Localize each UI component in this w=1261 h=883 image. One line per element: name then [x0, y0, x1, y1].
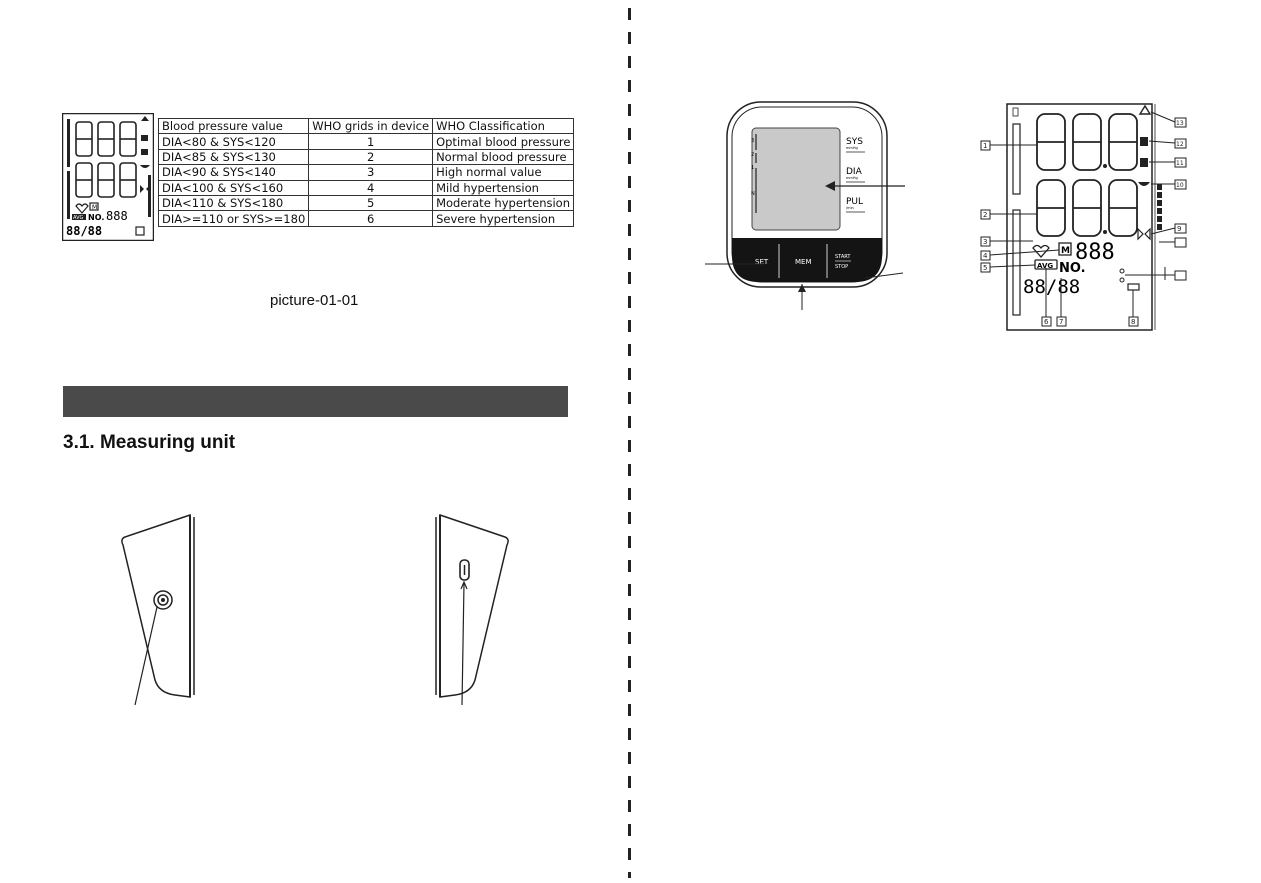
table-row — [159, 195, 574, 210]
lcd-thumb-no: NO. — [88, 213, 105, 222]
dia-unit: mmHg — [846, 176, 858, 180]
table-cell: Optimal blood pressure — [433, 134, 574, 149]
table-header: Blood pressure value — [159, 119, 309, 134]
table-cell: 1 — [309, 134, 433, 149]
table-row — [159, 211, 574, 226]
lcd-diagram — [975, 100, 1200, 340]
lcd-memory-indicator: M — [1061, 246, 1070, 256]
lock-icon — [1140, 137, 1148, 146]
lcd-thumb-date: 88/88 — [66, 224, 103, 238]
table-cell: Moderate hypertension — [433, 195, 574, 210]
table-row — [159, 134, 574, 149]
table-cell: DIA<80 & SYS<120 — [159, 134, 309, 149]
table-cell: DIA<100 & SYS<160 — [159, 180, 309, 195]
svg-text:13: 13 — [1176, 120, 1184, 127]
svg-text:8: 8 — [1131, 318, 1136, 326]
lcd-no-label: NO. — [1059, 261, 1086, 276]
who-bar-left-2 — [67, 171, 70, 219]
lcd-thumb-avg: AVG — [73, 215, 84, 221]
sys-label: SYS — [846, 137, 863, 147]
set-button[interactable]: SET — [755, 258, 769, 266]
who-bar-left-1 — [67, 119, 70, 167]
lcd-thumb-mem-digits: 888 — [106, 209, 128, 223]
table-cell: High normal value — [433, 165, 574, 180]
svg-text:12: 12 — [1176, 141, 1184, 148]
svg-text:6: 6 — [1044, 318, 1049, 326]
alarm-icon — [1140, 106, 1150, 114]
pul-label: PUL — [846, 197, 864, 207]
table-cell: Mild hypertension — [433, 180, 574, 195]
svg-text:3: 3 — [983, 238, 988, 246]
lcd-avg-label: AVG — [1037, 262, 1054, 270]
svg-text:2: 2 — [751, 152, 755, 158]
svg-text:10: 10 — [1176, 182, 1184, 189]
table-row — [159, 180, 574, 195]
svg-text:9: 9 — [1177, 225, 1182, 233]
start-button[interactable]: START — [835, 254, 851, 260]
table-cell: DIA<90 & SYS<140 — [159, 165, 309, 180]
svg-text:7: 7 — [1059, 318, 1064, 326]
section-heading: 3.1. Measuring unit — [63, 432, 236, 453]
who-bar-1 — [1013, 124, 1020, 194]
table-cell: DIA<110 & SYS<180 — [159, 195, 309, 210]
table-cell: 6 — [309, 211, 433, 226]
cuff-icon — [1138, 182, 1150, 186]
sys-unit: mmHg — [846, 146, 858, 150]
svg-text:5: 5 — [983, 264, 988, 272]
table-cell: DIA<85 & SYS<130 — [159, 149, 309, 164]
mem-button[interactable]: MEM — [795, 258, 812, 266]
svg-text:11: 11 — [1176, 160, 1184, 167]
device-front-view — [705, 98, 910, 310]
svg-text:N: N — [751, 191, 755, 197]
jack-pointer — [135, 607, 157, 705]
section-header-bar — [63, 386, 568, 417]
who-bar-2 — [1013, 210, 1020, 315]
svg-text:1: 1 — [983, 142, 988, 150]
table-row — [159, 149, 574, 164]
lcd-screen — [752, 128, 840, 230]
unlock-icon — [1140, 158, 1148, 167]
unit-side-view-right — [420, 505, 530, 720]
who-classification-table — [158, 118, 574, 227]
table-row — [159, 165, 574, 180]
dia-label: DIA — [846, 167, 862, 177]
table-cell: 3 — [309, 165, 433, 180]
battery-icon — [1128, 284, 1139, 290]
heart-icon — [76, 204, 88, 213]
table-cell: Normal blood pressure — [433, 149, 574, 164]
svg-text:3: 3 — [751, 138, 755, 144]
stop-button[interactable]: STOP — [835, 264, 849, 270]
unit-side-view-left — [105, 505, 215, 720]
usb-pointer — [462, 583, 464, 705]
figure-caption: picture-01-01 — [270, 292, 359, 309]
table-cell: 2 — [309, 149, 433, 164]
table-header: WHO Classification — [433, 119, 574, 134]
lcd-mem-digits: 888 — [1075, 240, 1115, 265]
lcd-thumb-memory: M — [92, 204, 98, 211]
table-cell: DIA>=110 or SYS>=180 — [159, 211, 309, 226]
pul-unit: /min — [846, 206, 854, 210]
table-header: WHO grids in device — [309, 119, 433, 134]
svg-text:1: 1 — [751, 165, 755, 171]
table-cell: 5 — [309, 195, 433, 210]
pulse-bar — [1157, 224, 1162, 230]
page-divider — [628, 8, 631, 878]
lcd-thumbnail — [62, 113, 154, 241]
table-cell: Severe hypertension — [433, 211, 574, 226]
battery-icon — [136, 227, 144, 235]
svg-text:2: 2 — [983, 211, 988, 219]
lcd-date: 88/88 — [1023, 276, 1081, 298]
irregular-heartbeat-icon — [1138, 229, 1150, 239]
svg-text:4: 4 — [983, 252, 988, 260]
table-cell: 4 — [309, 180, 433, 195]
who-bar-right — [148, 175, 151, 217]
table-header-row — [159, 119, 574, 134]
